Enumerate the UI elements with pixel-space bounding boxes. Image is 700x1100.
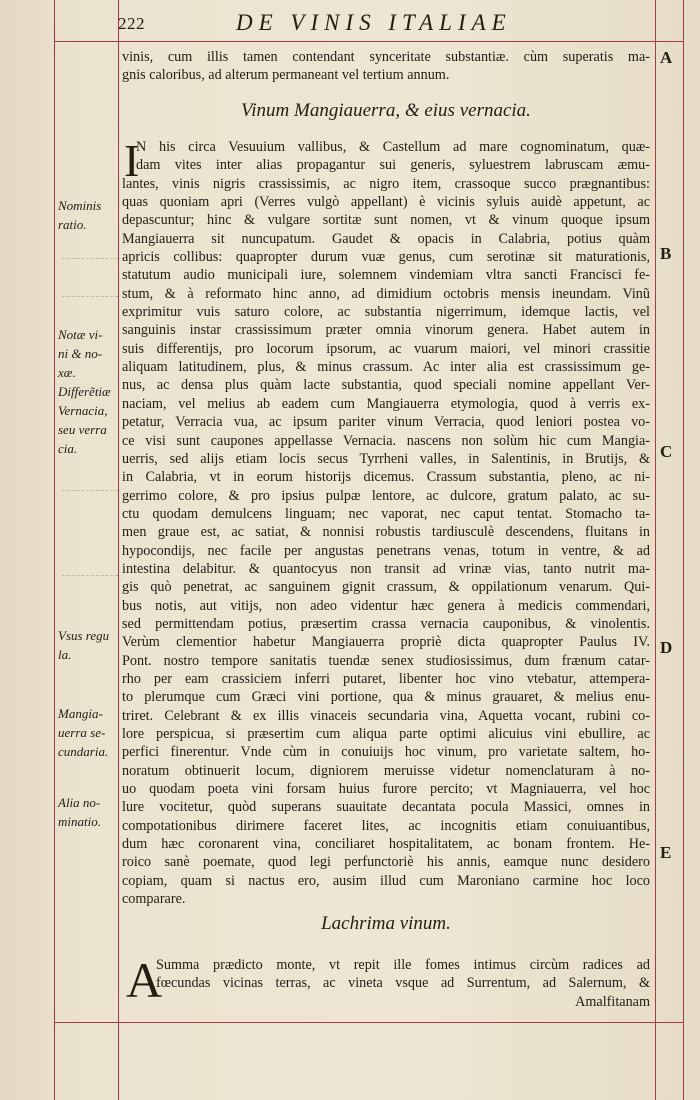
text-line: quas quoniam apri (Verres vulgò appellant) è vicinis syluis auidè appetunt, ac: [122, 194, 650, 211]
text-line: exprimitur vuis saturo colore, ac substantia nigerrimum, idemque lactis, vel: [122, 304, 650, 321]
margin-letter-d: D: [660, 638, 673, 657]
text-line: Mangiauerra sit nuncupatum. Gaudet & opacis in Calabria, potius quàm: [122, 230, 650, 247]
outer-right-rule: [683, 0, 684, 1100]
folio-number: 222: [118, 14, 145, 33]
text-line: intestina delabitur. & quantocyus non transit ad vrinæ vias, tanto nutrit ma-: [122, 560, 650, 577]
text-line: lure vocitetur, quòd superans suauitate decantata pocula Massici, omnes in: [122, 799, 650, 816]
side-note-line: Vernacia,: [58, 403, 108, 418]
text-line: sanguinis instar crassissimum præter omnia vinorum genera. Habet autem in: [122, 322, 650, 339]
text-line: dam vites inter alias propagantur sui generis, syluestrem labruscam æmu-: [136, 157, 650, 174]
text-line: rho per eam crassiciem inferri putaret, libenter hoc vino vtebatur, attempera-: [122, 670, 650, 687]
text-line: comparare.: [122, 891, 186, 908]
text-line: bus notis, aut vitijs, non adeo videntur hæc genera à medicis commendari,: [122, 597, 650, 614]
text-line: Amalfitanam: [575, 993, 650, 1010]
text-line: Pont. nostro tempore sanitatis tuendæ senex studiosissimus, dum frænum catar-: [122, 652, 650, 669]
side-note-line: Differẽtiæ: [58, 384, 111, 399]
side-note-line: cundaria.: [58, 744, 109, 759]
text-line: compotationibus dirimere faceret lites, ac incognitis etiam conuiuantibus,: [122, 817, 650, 834]
side-note-vsus: [58, 626, 120, 664]
text-line: naciam, vel melius ab eadem cum Mangiauerra etymologia, quod à verris ex-: [122, 395, 650, 412]
side-note-line: Vsus regu: [58, 628, 110, 643]
text-line: ce visi sunt caupones appellasse Vernacia. nascens non solùm hic cum Mangia-: [122, 432, 650, 449]
side-note-mangiauerra: [58, 704, 120, 761]
text-line: uerris, sed alijs etiam locis secus Tyrrheni valles, in Salentinis, in Brutijs, &: [122, 450, 650, 467]
side-note-alia: [58, 793, 120, 831]
text-line: roico sanè poemate, quod legi perfunctoriè his annis, eamque nunc desidero: [122, 854, 650, 871]
text-line: dum hæc coronarent vina, conciliaret hospitalitatem, ac bonam frontem. He-: [122, 836, 650, 853]
text-line: vinis, cum illis tamen contendant synceritate substantiæ. cùm superatis ma-: [122, 49, 650, 65]
side-note-line: Mangia-: [58, 706, 103, 721]
margin-letter-c: C: [660, 442, 673, 461]
side-note-line: minatio.: [58, 814, 101, 829]
text-line: Verùm clementior habetur Mangiauerra propriè dicta quapropter Paulus IV.: [122, 634, 650, 651]
section-title-lachrima: Lachrima vinum.: [321, 913, 451, 934]
text-line: Summa prædicto monte, vt repit ille fomes intimus circùm radices ad: [156, 957, 650, 973]
side-note-line: xæ.: [58, 365, 76, 380]
text-line: suis differentijs, pro locorum ipsorum, ac vuarum maiori, vel minori crassitie: [122, 340, 650, 357]
section-body-mangiauerra: [122, 135, 650, 908]
side-note-nominis: [58, 196, 120, 234]
side-note-line: la.: [58, 647, 72, 662]
side-note-line: cia.: [58, 441, 78, 456]
margin-letter-e: E: [660, 843, 672, 862]
text-line: apricis collibus: quapropter durum vuæ genus, cum serotinæ sit maturationis,: [122, 249, 650, 266]
text-line: in Calabria, vt in eorum historijs dicemus. Crassum substantia, pleno, ac ni-: [122, 469, 650, 486]
margin-letter-b: B: [660, 244, 672, 263]
text-line: uo quodam poeta vini forsam huius furore percito; vt Magniauerra, vel hoc: [122, 781, 650, 798]
text-line: nus, ac densa plus quàm lacte substantia, quod speciali nomine appellant Ver-: [122, 377, 650, 394]
inner-margin-rule: [118, 0, 119, 1100]
text-line: aliquam latitudinem, plus, & minus crassum. Ac inter alia est crassissimum ge-: [122, 359, 650, 376]
left-margin-rule: [54, 0, 55, 1100]
foot-rule: [54, 1022, 683, 1023]
margin-letter-a: A: [660, 48, 673, 67]
text-line: hypocondijs, nec facile per angustas penetrans venas, totum in ventre, & ad: [122, 542, 650, 559]
text-line: statutum audio municipali iure, solemnem vindemiam vltra sancti Francisci fe-: [122, 267, 650, 284]
side-note-notae: [58, 325, 120, 458]
text-line: noratum obtinuerit locum, digniorem meruisse videtur nomenclaturam à no-: [122, 762, 650, 779]
running-title: DE VINIS ITALIAE: [236, 10, 512, 35]
section-body-lachrima: [122, 952, 650, 1011]
running-head: [118, 12, 658, 38]
text-line: lore perspicua, si præsertim cum aliqua parte optimi alicuius vini ebullire, ac: [122, 726, 650, 742]
side-note-line: seu verra: [58, 422, 107, 437]
section-title-mangiauerra: Vinum Mangiauerra, & eius vernacia.: [241, 100, 531, 121]
text-line: depascuntur; hinc & vulgare sortitæ sunt nomen, vt & vinum quoque ipsum: [122, 212, 650, 229]
continuation-paragraph: [122, 48, 650, 85]
margin-bleed-mark: [62, 258, 118, 259]
drop-cap: I: [124, 135, 140, 186]
text-line: fœcundas vicinas terras, ac vineta vsque ad Surrentum, ad Salernum, &: [156, 975, 650, 992]
margin-bleed-mark: [62, 490, 118, 491]
margin-bleed-mark: [62, 575, 118, 576]
text-line: sed permittendam potius, præsertim crassa vernacia cauponibus, & vinolentis.: [122, 615, 650, 632]
side-note-line: ratio.: [58, 217, 87, 232]
text-line: triret. Celebrant & ex illis vinaceis secundaria vina, Aquetta vocant, rubini co-: [122, 707, 650, 724]
side-note-line: Alia no-: [58, 795, 101, 810]
margin-bleed-mark: [62, 296, 118, 297]
side-note-line: Notæ vi-: [58, 327, 103, 342]
text-line: lantes, vinis nigris crassissimis, ac nigro item, crassoque succo prægnantibus:: [122, 175, 650, 192]
text-line: petatur, Verracia vua, ac ipsum pariter vinum Verracia, quod leniori postea vo-: [122, 414, 650, 431]
text-line: copiam, quam si nactus ero, ausim illud cum Maroniano carmine hoc loco: [122, 872, 650, 889]
text-line: gerrimo colore, & pro ipsius pulpæ lentore, ac dulcore, gratum palato, ac su-: [122, 487, 650, 504]
text-line: gis quò penetrat, ac sanguinem gignit crassum, & oppilationum venarum. Qui-: [122, 579, 650, 596]
text-line: N his circa Vesuuium vallibus, & Castellum ad mare cognominatum, quæ-: [136, 139, 650, 155]
text-line: to plerumque cum Græci vini portione, qua & minus grauaret, & melius enu-: [122, 689, 650, 706]
text-line: gnis caloribus, ad alterum permaneant vel tertium annum.: [122, 67, 450, 84]
text-line: perfici finerentur. Vnde cùm in conuiuijs hoc vinum, pro varietate saltem, ho-: [122, 744, 650, 761]
head-rule: [54, 41, 683, 42]
drop-cap: A: [126, 952, 163, 1008]
side-note-line: Nominis: [58, 198, 102, 213]
side-note-line: ni & no-: [58, 346, 103, 361]
text-line: men graue est, ac satiat, & nonnisi robustis tardiusculè descendens, fluitans in: [122, 524, 650, 541]
right-margin-rule: [655, 0, 656, 1100]
text-line: ctu quodam demulcens linguam; nec vaporat, nec caput tentat. Stomacho ta-: [122, 505, 650, 522]
side-note-line: uerra se-: [58, 725, 106, 740]
text-line: stum, & à reformato hinc anno, ad dimidium octobris mensis ineundam. Vinũ: [122, 285, 650, 302]
